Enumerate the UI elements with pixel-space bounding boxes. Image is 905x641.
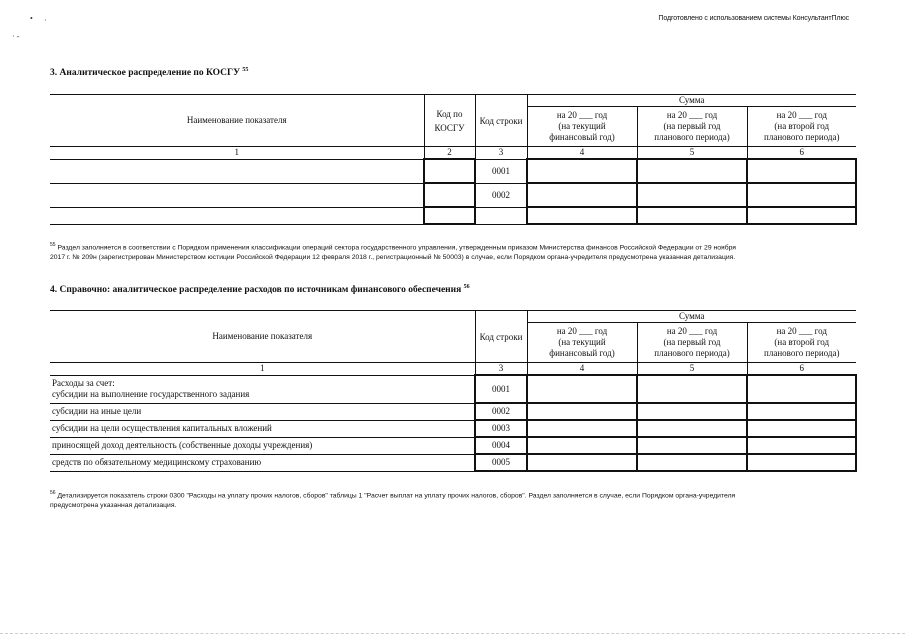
header-row-code: Код строки xyxy=(475,311,527,363)
col-number: 3 xyxy=(475,363,527,376)
row-code: 0001 xyxy=(475,159,527,183)
table-row xyxy=(50,454,856,471)
table-row xyxy=(50,437,856,454)
row-code: 0004 xyxy=(475,437,527,454)
col-number: 4 xyxy=(527,147,637,160)
row-code: 0002 xyxy=(475,403,527,420)
value-cell[interactable] xyxy=(747,420,856,437)
header-col6-line1: на 20 ___ год xyxy=(776,326,827,336)
col-number: 4 xyxy=(527,363,637,376)
header-sum: Сумма xyxy=(527,311,856,323)
row-name-cell[interactable] xyxy=(50,207,424,224)
row-code: 0001 xyxy=(475,375,527,403)
section4-title-ref: 56 xyxy=(463,284,470,290)
row-code: 0002 xyxy=(475,183,527,207)
footnote-line xyxy=(50,488,856,501)
header-col5 xyxy=(637,323,747,363)
header-col6-line3: планового периода) xyxy=(764,132,840,142)
value-cell[interactable] xyxy=(637,454,747,471)
header-col6-line1: на 20 ___ год xyxy=(776,110,827,120)
kosgu-cell[interactable] xyxy=(424,159,475,183)
value-cell[interactable] xyxy=(527,207,637,224)
row-label-line2: субсидии на выполнение государственного задания xyxy=(52,389,250,399)
scan-mark: · xyxy=(44,16,47,25)
section4-title xyxy=(50,284,470,295)
row-label: средств по обязательному медицинскому страхованию xyxy=(50,454,475,471)
value-cell[interactable] xyxy=(637,183,747,207)
col-number: 5 xyxy=(637,363,747,376)
table-row xyxy=(50,183,856,207)
table-row xyxy=(50,375,856,403)
footnote-line xyxy=(50,240,856,253)
value-cell[interactable] xyxy=(747,159,856,183)
header-col6-line2: (на второй год xyxy=(774,121,830,131)
header-col6-line2: (на второй год xyxy=(774,337,830,347)
header-col6 xyxy=(747,107,856,147)
section3-title xyxy=(50,67,248,78)
row-code-empty xyxy=(475,207,527,224)
header-col4-line2: (на текущий xyxy=(558,121,606,131)
row-label: приносящей доход деятельность (собственные доходы учреждения) xyxy=(50,437,475,454)
header-col5-line2: (на первый год xyxy=(663,121,721,131)
value-cell[interactable] xyxy=(527,375,637,403)
header-kosgu: Код по КОСГУ xyxy=(424,95,475,147)
header-col4-line1: на 20 ___ год xyxy=(556,326,608,336)
header-col4-line1: на 20 ___ год xyxy=(556,110,608,120)
section4-footnote xyxy=(50,488,856,511)
header-col5-line1: на 20 ___ год xyxy=(666,326,718,336)
header-note: Подготовлено с использованием системы КонсультантПлюс xyxy=(658,15,849,22)
table-row xyxy=(50,207,856,224)
row-code: 0005 xyxy=(475,454,527,471)
row-label xyxy=(50,375,475,403)
header-name: Наименование показателя xyxy=(50,95,424,147)
header-col5-line3: планового периода) xyxy=(654,348,730,358)
header-name: Наименование показателя xyxy=(50,311,475,363)
footnote-ref: 55 xyxy=(50,242,56,248)
header-col4-line3: финансовый год) xyxy=(549,132,615,142)
section3-title-ref: 55 xyxy=(242,67,249,73)
row-label-line1: Расходы за счет: xyxy=(52,378,115,388)
table-row xyxy=(50,420,856,437)
col-number: 6 xyxy=(747,363,856,376)
header-col6 xyxy=(747,323,856,363)
col-number: 1 xyxy=(50,147,424,160)
value-cell[interactable] xyxy=(527,159,637,183)
value-cell[interactable] xyxy=(747,375,856,403)
header-col4 xyxy=(527,107,637,147)
col-number: 1 xyxy=(50,363,475,376)
value-cell[interactable] xyxy=(747,454,856,471)
value-cell[interactable] xyxy=(527,420,637,437)
value-cell[interactable] xyxy=(637,420,747,437)
header-col5 xyxy=(637,107,747,147)
section4-table xyxy=(50,310,857,472)
value-cell[interactable] xyxy=(527,454,637,471)
col-number: 2 xyxy=(424,147,475,160)
value-cell[interactable] xyxy=(527,437,637,454)
value-cell[interactable] xyxy=(637,375,747,403)
col-number: 5 xyxy=(637,147,747,160)
value-cell[interactable] xyxy=(637,159,747,183)
header-col4-line2: (на текущий xyxy=(558,337,606,347)
value-cell[interactable] xyxy=(747,437,856,454)
header-col5-line2: (на первый год xyxy=(663,337,721,347)
footnote-text: Раздел заполняется в соответствии с Порядком применения классификации операций сектора государственного управления, утвержденным приказом Министерства финансов Российской Федерации от 29 ноября xyxy=(57,244,736,252)
footnote-line: предусмотрена указанная детализация. xyxy=(50,502,177,510)
header-col6-line3: планового периода) xyxy=(764,348,840,358)
value-cell[interactable] xyxy=(747,403,856,420)
row-name-cell[interactable] xyxy=(50,159,424,183)
section3-table xyxy=(50,94,857,225)
section4-title-text: 4. Справочно: аналитическое распределение расходов по источникам финансового обеспечения xyxy=(50,285,462,296)
header-row-code: Код строки xyxy=(475,95,527,147)
value-cell[interactable] xyxy=(747,183,856,207)
value-cell[interactable] xyxy=(637,403,747,420)
footnote-text: Детализируется показатель строки 0300 "Расходы на уплату прочих налогов, сборов" таблицы 1 "Расчет выплат на уплату прочих налогов, сборов". Раздел заполняется в случае, если Порядком органа-учредителя xyxy=(57,492,736,500)
value-cell[interactable] xyxy=(527,183,637,207)
row-label: субсидии на цели осуществления капитальных вложений xyxy=(50,420,475,437)
table-row xyxy=(50,403,856,420)
section3-title-text: 3. Аналитическое распределение по КОСГУ xyxy=(50,68,241,79)
kosgu-cell[interactable] xyxy=(424,207,475,224)
header-col4-line3: финансовый год) xyxy=(549,348,615,358)
footnote-ref: 56 xyxy=(50,490,56,496)
kosgu-cell[interactable] xyxy=(424,183,475,207)
value-cell[interactable] xyxy=(747,207,856,224)
scan-mark: · - xyxy=(12,32,20,41)
section3-footnote xyxy=(50,240,856,263)
header-col5-line1: на 20 ___ год xyxy=(666,110,718,120)
col-number: 6 xyxy=(747,147,856,160)
footnote-line: 2017 г. № 209н (зарегистрирован Министерством юстиции Российской Федерации 12 февраля 2018 г., регистрационный № 50003) в случае, если Порядком органа-учредителя предусмотрена указанная детализация. xyxy=(50,254,736,262)
scan-mark: • xyxy=(30,14,33,23)
row-label: субсидии на иные цели xyxy=(50,403,475,420)
col-number: 3 xyxy=(475,147,527,160)
value-cell[interactable] xyxy=(527,403,637,420)
row-code: 0003 xyxy=(475,420,527,437)
value-cell[interactable] xyxy=(637,207,747,224)
header-col5-line3: планового периода) xyxy=(654,132,730,142)
header-sum: Сумма xyxy=(527,95,856,107)
row-name-cell[interactable] xyxy=(50,183,424,207)
value-cell[interactable] xyxy=(637,437,747,454)
header-col4 xyxy=(527,323,637,363)
table-row xyxy=(50,159,856,183)
